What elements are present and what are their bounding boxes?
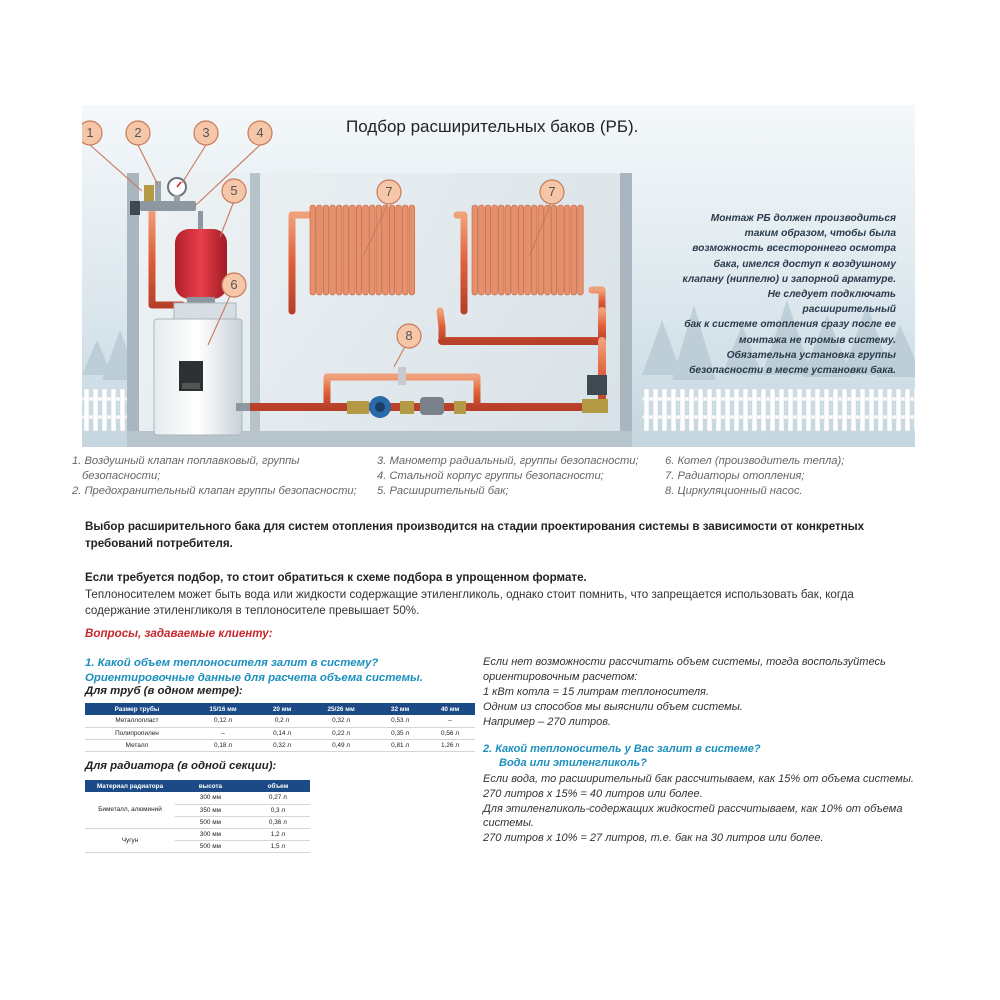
text-line: 270 литров х 10% = 27 литров, т.е. бак на 30 литров или более. xyxy=(483,832,824,845)
table-header: 20 мм xyxy=(257,703,307,715)
legend-item: 8. Циркуляционный насос. xyxy=(665,485,803,497)
table-cell: 0,81 л xyxy=(375,739,425,751)
text-line: 270 литров х 15% = 40 литров или более. xyxy=(483,787,703,800)
note-line: безопасности в месте установки бака. xyxy=(689,365,896,377)
table-cell: 0,12 л xyxy=(189,715,257,727)
table-cell: 1,26 л xyxy=(425,739,475,751)
table-row xyxy=(85,727,475,739)
table-cell: 0,3 л xyxy=(246,804,310,816)
table-header: высота xyxy=(175,780,246,792)
table-row xyxy=(85,828,310,840)
legend-item: 3. Манометр радиальный, группы безопасности; xyxy=(377,455,639,467)
callout-8: 8 xyxy=(405,328,413,343)
callout-4: 4 xyxy=(256,125,264,140)
table-cell: 0,27 л xyxy=(246,792,310,804)
table-cell: 0,32 л xyxy=(257,739,307,751)
table-header: 15/16 мм xyxy=(189,703,257,715)
note-line: бак к системе отопления сразу после ее xyxy=(684,319,896,331)
simplified-heading: Если требуется подбор, то стоит обратиться к схеме подбора в упрощенном формате. xyxy=(85,571,587,584)
table-header: 25/26 мм xyxy=(307,703,375,715)
legend-item: 2. Предохранительный клапан группы безопасности; xyxy=(72,485,357,497)
text-line: системы. xyxy=(483,817,534,830)
callout-7a: 7 xyxy=(385,184,393,199)
table-cell: 500 мм xyxy=(175,816,246,828)
table-cell: 0,49 л xyxy=(307,739,375,751)
question-1-title: 1. Какой объем теплоносителя залит в систему? xyxy=(85,657,379,669)
table-cell: Металл xyxy=(85,739,189,751)
text-line: Если нет возможности рассчитать объем системы, тогда воспользуйтесь xyxy=(483,656,886,668)
table-cell: 300 мм xyxy=(175,828,246,840)
table-cell: 0,53 л xyxy=(375,715,425,727)
note-line: бака, имелся доступ к воздушному xyxy=(713,258,896,270)
table-cell: 0,36 л xyxy=(246,816,310,828)
callout-1: 1 xyxy=(86,125,94,140)
note-line: Монтаж РБ должен производиться xyxy=(710,213,896,224)
table-cell: – xyxy=(189,727,257,739)
callout-7b: 7 xyxy=(548,184,556,199)
table-cell: 300 мм xyxy=(175,792,246,804)
question-2-subtitle: Вода или этиленгликоль? xyxy=(499,757,647,769)
table-cell: 0,35 л xyxy=(375,727,425,739)
approx-calc-block xyxy=(483,655,923,730)
table-cell: 0,18 л xyxy=(189,739,257,751)
table-header: 32 мм xyxy=(375,703,425,715)
legend-item: 7. Радиаторы отопления; xyxy=(665,470,805,482)
table-row xyxy=(85,715,475,727)
note-line: Не следует подключать расширительный xyxy=(767,289,896,316)
legend-item: безопасности; xyxy=(82,470,161,482)
questions-heading: Вопросы, задаваемые клиенту: xyxy=(85,627,273,640)
coolant-calc-block xyxy=(483,772,923,846)
table-header: объем xyxy=(246,780,310,792)
table-cell: 0,32 л xyxy=(307,715,375,727)
table-cell: 0,22 л xyxy=(307,727,375,739)
radiator-heading: Для радиатора (в одной секции): xyxy=(85,760,277,772)
question-2 xyxy=(483,742,761,770)
legend-item: 1. Воздушный клапан поплавковый, группы xyxy=(72,455,300,467)
table-cell: Биметалл, алюминий xyxy=(85,792,175,828)
callout-6: 6 xyxy=(230,277,238,292)
radiator-table xyxy=(85,780,310,853)
question-2-title: 2. Какой теплоноситель у Вас залит в системе? xyxy=(483,743,761,755)
pipes-table xyxy=(85,703,475,752)
legend-item: 5. Расширительный бак; xyxy=(377,485,509,497)
callout-3: 3 xyxy=(202,125,210,140)
text-line: Одним из способов мы выяснили объем системы. xyxy=(483,701,743,713)
table-cell: Полипропилен xyxy=(85,727,189,739)
table-header: Размер трубы xyxy=(85,703,189,715)
table-cell: 350 мм xyxy=(175,804,246,816)
text-line: Для этиленгликоль-содержащих жидкостей рассчитываем, как 10% от объема xyxy=(483,802,903,815)
text-line: 1 кВт котла = 15 литрам теплоносителя. xyxy=(483,686,709,698)
note-line: таким образом, чтобы была xyxy=(744,228,896,240)
table-header: 40 мм xyxy=(425,703,475,715)
table-row xyxy=(85,739,475,751)
table-cell: 1,2 л xyxy=(246,828,310,840)
table-cell: Чугун xyxy=(85,828,175,852)
table-header: Материал радиатора xyxy=(85,780,175,792)
table-cell: Металлопласт xyxy=(85,715,189,727)
note-line: Обязательна установка группы xyxy=(726,349,896,361)
legend-item: 4. Стальной корпус группы безопасности; xyxy=(377,470,604,482)
simplified-text: Теплоносителем может быть вода или жидкости содержащие этиленгликоль, однако стоит помнить, что запрещается использовать бак, когда содержание этиленгликоля в теплоносителе превышает 50%. xyxy=(85,588,854,617)
question-1-subtitle: Ориентировочные данные для расчета объема системы. xyxy=(85,672,423,684)
note-line: возможность всестороннего осмотра xyxy=(692,243,896,255)
installation-note xyxy=(678,211,896,378)
callout-2: 2 xyxy=(134,125,142,140)
table-cell: 1,5 л xyxy=(246,840,310,852)
table-cell: – xyxy=(425,715,475,727)
legend-column-1 xyxy=(72,454,357,499)
page-title: Подбор расширительных баков (РБ). xyxy=(346,117,639,136)
note-line: монтажа не промыв систему. xyxy=(738,334,896,346)
text-line: Например – 270 литров. xyxy=(483,716,612,728)
intro-paragraph: Выбор расширительного бака для систем отопления производится на стадии проектирования системы в зависимости от конкретных требований потребителя. xyxy=(85,520,865,550)
question-1 xyxy=(85,656,423,686)
text-line: Если вода, то расширительный бак рассчитываем, как 15% от объема системы. xyxy=(483,773,914,785)
legend-item: 6. Котел (производитель тепла); xyxy=(665,455,845,467)
text-line: ориентировочным расчетом: xyxy=(483,671,638,683)
callout-5: 5 xyxy=(230,183,238,198)
boiler xyxy=(154,303,250,435)
radiator-2 xyxy=(472,205,583,295)
pipes-heading: Для труб (в одном метре): xyxy=(85,685,243,697)
table-cell: 0,14 л xyxy=(257,727,307,739)
table-cell: 0,56 л xyxy=(425,727,475,739)
table-cell: 500 мм xyxy=(175,840,246,852)
legend-column-2 xyxy=(377,454,639,499)
table-row xyxy=(85,792,310,804)
table-cell: 0,2 л xyxy=(257,715,307,727)
legend-column-3 xyxy=(665,454,844,499)
note-line: клапану (ниппелю) и запорной арматуре. xyxy=(682,273,896,285)
